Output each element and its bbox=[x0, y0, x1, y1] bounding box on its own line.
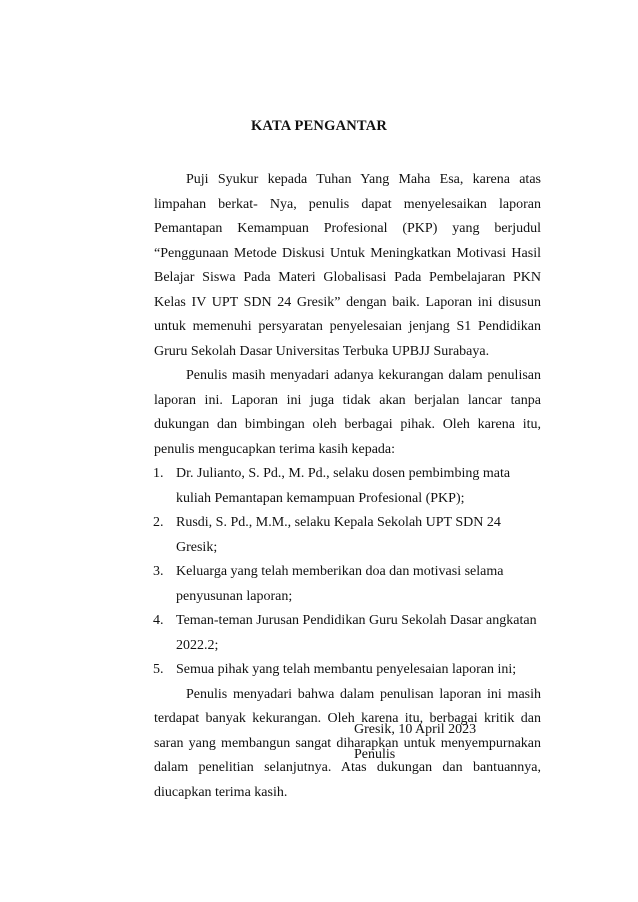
list-item bbox=[154, 511, 541, 560]
list-item bbox=[154, 462, 541, 511]
page-title: KATA PENGANTAR bbox=[250, 118, 388, 134]
list-item bbox=[154, 609, 541, 658]
list-item-number: 5. bbox=[153, 662, 164, 677]
signature-author: Penulis bbox=[354, 746, 396, 762]
list-item-number: 1. bbox=[153, 466, 164, 481]
list-item-number: 3. bbox=[153, 564, 164, 579]
signature-place-date: Gresik, 10 April 2023 bbox=[354, 722, 477, 737]
list-item-text: Teman-teman Jurusan Pendidikan Guru Sekolah Dasar angkatan 2022.2; bbox=[176, 613, 537, 653]
list-item-text: Rusdi, S. Pd., M.M., selaku Kepala Sekolah UPT SDN 24 Gresik; bbox=[176, 515, 501, 555]
list-item-number: 4. bbox=[153, 613, 164, 628]
signature-block bbox=[354, 718, 476, 767]
closing-paragraph: Penulis menyadari bahwa dalam penulisan laporan ini masih terdapat banyak kekurangan. Oleh karena itu, berbagai kritik dan saran yang membangun sangat diharapkan untuk menyempurnakan dalam penelitian selanjutnya. Atas dukungan dan bantuannya, diucapkan terima kasih. bbox=[154, 686, 541, 800]
list-item-text: Keluarga yang telah memberikan doa dan motivasi selama penyusunan laporan; bbox=[176, 564, 504, 604]
list-item-number: 2. bbox=[153, 515, 164, 530]
gratitude-paragraph: Penulis masih menyadari adanya kekurangan dalam penulisan laporan ini. Laporan ini juga tidak akan berjalan lancar tanpa dukungan dan bimbingan oleh berbagai pihak. Oleh karena itu, penulis mengucapkan terima kasih kepada: bbox=[154, 368, 541, 457]
intro-paragraph: Puji Syukur kepada Tuhan Yang Maha Esa, karena atas limpahan berkat- Nya, penulis dapat menyelesaikan laporan Pemantapan Kemampuan Profesional (PKP) yang berjudul “Penggunaan Metode Diskusi Untuk Meningkatkan Motivasi Hasil Belajar Siswa Pada Materi Globalisasi Pada Pembelajaran PKN Kelas IV UPT SDN 24 Gresik” dengan baik. Laporan ini disusun untuk memenuhi persyaratan penyelesaian jenjang S1 Pendidikan Gruru Sekolah Dasar Universitas Terbuka UPBJJ Surabaya. bbox=[154, 172, 541, 359]
list-item bbox=[154, 658, 541, 683]
thanks-list bbox=[154, 462, 541, 683]
list-item-text: Semua pihak yang telah membantu penyelesaian laporan ini; bbox=[176, 662, 517, 677]
document-body bbox=[154, 168, 541, 805]
list-item-text: Dr. Julianto, S. Pd., M. Pd., selaku dosen pembimbing mata kuliah Pemantapan kemampuan Profesional (PKP); bbox=[176, 466, 511, 506]
list-item bbox=[154, 560, 541, 609]
